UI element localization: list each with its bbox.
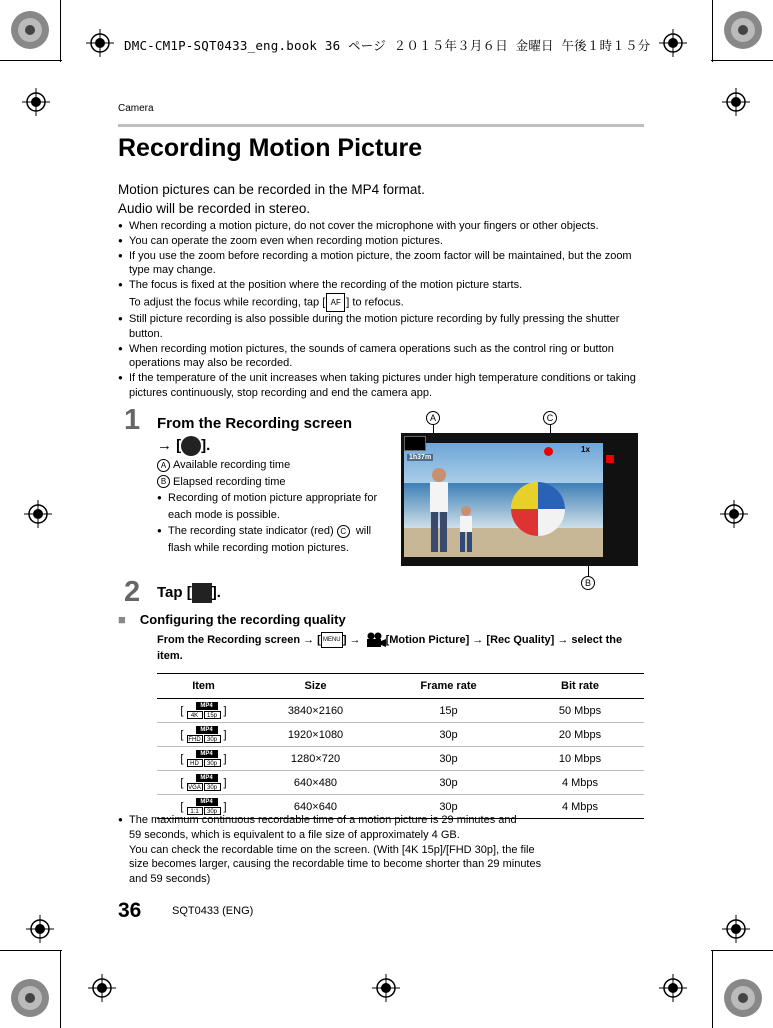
rate-cell: 30p [381,771,516,795]
note-line: ● The maximum continuous recordable time of a motion picture is 29 minutes and [129,814,517,826]
note-item: ● Still picture recording is also possible during the motion picture recording by fully pressing the shutter button. [118,312,646,342]
callout-letter: A [157,459,170,472]
page-title: Recording Motion Picture [118,134,423,162]
motion-picture-mode-icon [404,436,426,451]
step1-title-line1: From the Recording screen [157,415,353,432]
column-header: Bit rate [516,674,644,699]
crop-mark [60,0,61,62]
section-marker: ■ [118,612,126,627]
config-heading [118,612,346,627]
preview-photo [404,443,603,557]
registration-mark-icon [88,974,116,1002]
icon-label: 4K [187,711,203,719]
icon-label: VGA [188,784,201,791]
print-header: DMC-CM1P-SQT0433_eng.book 36 ページ ２０１５年３月６日 金曜日 午後１時１５分 [124,38,651,53]
section-label: Camera [118,103,154,114]
refocus-icon: AF [326,293,345,312]
table-row [157,771,644,795]
rate-cell: 30p [381,795,516,819]
icon-label: MP4 [196,702,218,710]
quality-item: [ MP4 4K 15p ] [157,699,250,723]
camera-screen [401,433,638,566]
icon-label: 30p [204,807,221,815]
bitrate-cell: 20 Mbps [516,723,644,747]
step2-title-suffix: ]. [211,584,221,601]
icon-label: 1:1 [187,807,203,815]
step1-title [157,413,352,457]
callout-letter: C [337,525,350,538]
registration-mark-icon [86,29,114,57]
crop-mark [0,60,62,61]
path-middle: ] → [342,634,361,646]
registration-mark-icon [722,88,750,116]
table-row [157,699,644,723]
intro-line: Motion pictures can be recorded in the MP4 format. [118,182,425,197]
note-item: ● When recording a motion picture, do not cover the microphone with your fingers or other objects. [118,219,646,234]
note-item: ● If the temperature of the unit increases when taking pictures under high temperature conditions or taking pictures continuously, stop recording and end the camera app. [118,371,646,401]
zoom-readout: 1x [581,445,590,454]
size-cell: 1920×1080 [250,723,381,747]
step2-title-prefix: Tap [ [157,584,192,601]
callout-c: C [543,411,557,425]
table-row [157,747,644,771]
focus-note-line1: The focus is fixed at the position where the recording of the motion picture starts. [129,279,523,292]
icon-label: 15p [204,711,221,719]
quality-icon [187,702,221,720]
note-line: size becomes larger, causing the recordable time to become shorter than 29 minutes [129,858,542,871]
recording-time-note [118,813,657,887]
rec-quality-table [157,673,644,819]
print-target-icon [10,10,50,50]
stop-square-icon [192,583,212,603]
note-line: You can check the recordable time on the screen. (With [4K 15p]/[FHD 30p], the file [129,843,535,856]
intro-line: Audio will be recorded in stereo. [118,201,311,216]
step1-bullet: ● Recording of motion picture appropriate for each mode is possible. [157,490,382,523]
print-target-icon [10,978,50,1018]
icon-label: MP4 [196,750,218,758]
rate-cell: 15p [381,699,516,723]
stop-button-icon [606,455,614,463]
icon-label: 30p [204,759,221,767]
document-code: SQT0433 (ENG) [172,905,254,917]
crop-mark [711,950,773,951]
registration-mark-icon [22,88,50,116]
icon-label: HD [187,759,203,767]
note-line: 59 seconds, which is equivalent to a file size of approximately 4 GB. [129,828,460,841]
column-header: Item [157,674,250,699]
note-line: and 59 seconds) [129,873,211,886]
legend-b [157,474,382,491]
crop-mark [712,950,713,1028]
step1-title-line2 [157,435,352,457]
focus-note-before: To adjust the focus while recording, tap [ [129,296,326,309]
registration-mark-icon [659,974,687,1002]
icon-label: MP4 [196,726,218,734]
callout-a: A [426,411,440,425]
registration-mark-icon [720,500,748,528]
note-item: ● When recording motion pictures, the sounds of camera operations such as the control ring or button operations may also be recorded. [118,342,646,372]
quality-item: [ MP4 FHD 30p ] [157,723,250,747]
note-item [118,278,646,312]
recording-indicator-icon [544,447,553,456]
registration-mark-icon [24,500,52,528]
callout-b: B [581,576,595,590]
print-target-icon [723,978,763,1018]
crop-mark [711,60,773,61]
crop-mark [712,0,713,62]
quality-item: [ MP4 1:1 30p ] [157,795,250,819]
icon-label: MP4 [196,774,218,782]
registration-mark-icon [26,915,54,943]
step1-body [157,457,382,556]
registration-mark-icon [722,915,750,943]
table-header-row [157,674,644,699]
quality-item: [ MP4 VGA 30p ] [157,771,250,795]
step1-bullet [157,523,382,556]
legend-a-text: Available recording time [173,459,291,471]
table-row [157,723,644,747]
size-cell: 3840×2160 [250,699,381,723]
movie-camera-icon [364,632,386,648]
bitrate-cell: 4 Mbps [516,795,644,819]
legend-a [157,457,382,474]
config-heading-text: Configuring the recording quality [139,612,346,627]
notes-list [118,219,646,401]
step2-title [157,582,221,604]
note-item: ● If you use the zoom before recording a motion picture, the zoom factor will be maintained, but the zoom type may change. [118,249,646,279]
menu-icon: MENU [321,632,343,648]
rate-cell: 30p [381,723,516,747]
legend-b-text: Elapsed recording time [173,475,286,488]
print-target-icon [723,10,763,50]
quality-icon [187,726,221,744]
menu-path [157,632,647,664]
bullet2-before: The recording state indicator (red) [168,525,334,537]
registration-mark-icon [659,29,687,57]
quality-item: [ MP4 HD 30p ] [157,747,250,771]
crop-mark [0,950,62,951]
crop-mark [60,950,61,1028]
quality-icon [187,750,221,768]
quality-icon [187,774,221,792]
bullet2-after: will flash while recording motion pictures. [168,525,372,554]
icon-label: 30p [204,735,221,743]
beach-scene-icon [404,443,603,557]
bitrate-cell: 50 Mbps [516,699,644,723]
step1-title-suffix: ]. [201,437,211,454]
size-cell: 640×640 [250,795,381,819]
record-button-icon [181,436,201,456]
registration-mark-icon [372,974,400,1002]
icon-label: MP4 [196,798,218,806]
step1-title-prefix: → [ [157,437,182,454]
callout-letter: B [157,475,170,488]
path-before: From the Recording screen → [ [157,634,321,646]
column-header: Size [250,674,381,699]
header-rule [118,124,644,127]
bitrate-cell: 4 Mbps [516,771,644,795]
step-number: 2 [124,576,141,608]
focus-note-after: ] to refocus. [346,296,404,309]
icon-label: FHD [188,736,201,743]
step-number: 1 [124,404,141,436]
note-item: ● You can operate the zoom even when recording motion pictures. [118,234,646,249]
size-cell: 640×480 [250,771,381,795]
column-header: Frame rate [381,674,516,699]
time-readout: 1h37m [409,454,432,461]
page-number: 36 [118,899,142,922]
path-after: [Motion Picture] → [Rec Quality] → select the item. [157,634,623,663]
size-cell: 1280×720 [250,747,381,771]
icon-label: 30p [204,783,221,791]
rate-cell: 30p [381,747,516,771]
bitrate-cell: 10 Mbps [516,747,644,771]
